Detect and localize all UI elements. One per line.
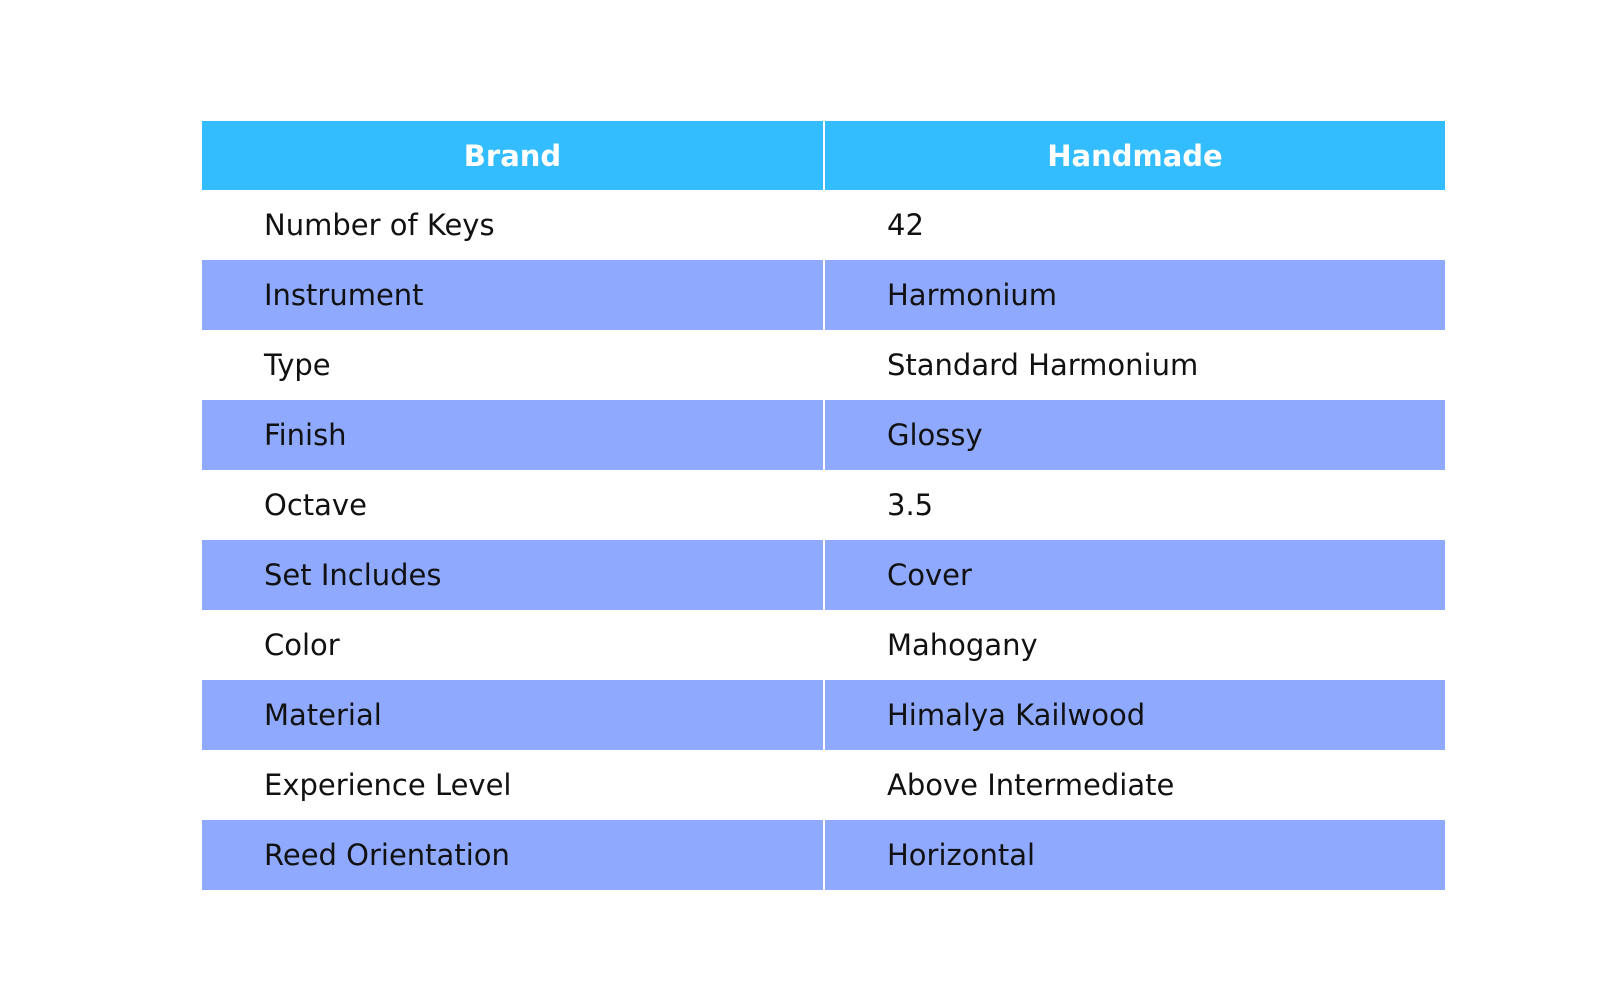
row-label-cell: Type	[202, 330, 824, 400]
row-label-cell: Octave	[202, 470, 824, 540]
row-value-cell: 3.5	[824, 470, 1445, 540]
row-value-cell: Glossy	[824, 400, 1445, 470]
row-value-cell: Himalya Kailwood	[824, 680, 1445, 750]
row-label-cell: Instrument	[202, 260, 824, 330]
table-row	[202, 470, 1445, 540]
table-row	[202, 820, 1445, 890]
header-row	[202, 121, 1445, 190]
row-label-cell: Color	[202, 610, 824, 680]
table-row	[202, 330, 1445, 400]
spec-table-container	[202, 121, 1445, 890]
column-header-brand: Brand	[202, 121, 824, 190]
row-label-cell: Set Includes	[202, 540, 824, 610]
table-row	[202, 260, 1445, 330]
table-row	[202, 540, 1445, 610]
table-row	[202, 400, 1445, 470]
row-value-cell: Above Intermediate	[824, 750, 1445, 820]
spec-table	[202, 121, 1445, 890]
table-row	[202, 750, 1445, 820]
table-row	[202, 610, 1445, 680]
column-header-handmade: Handmade	[824, 121, 1445, 190]
row-value-cell: Cover	[824, 540, 1445, 610]
row-label-cell: Experience Level	[202, 750, 824, 820]
row-label-cell: Material	[202, 680, 824, 750]
row-label-cell: Number of Keys	[202, 190, 824, 260]
row-label-cell: Finish	[202, 400, 824, 470]
row-value-cell: Standard Harmonium	[824, 330, 1445, 400]
row-value-cell: Mahogany	[824, 610, 1445, 680]
table-header	[202, 121, 1445, 190]
table-row	[202, 190, 1445, 260]
table-row	[202, 680, 1445, 750]
table-body	[202, 190, 1445, 890]
row-label-cell: Reed Orientation	[202, 820, 824, 890]
row-value-cell: Horizontal	[824, 820, 1445, 890]
row-value-cell: 42	[824, 190, 1445, 260]
row-value-cell: Harmonium	[824, 260, 1445, 330]
